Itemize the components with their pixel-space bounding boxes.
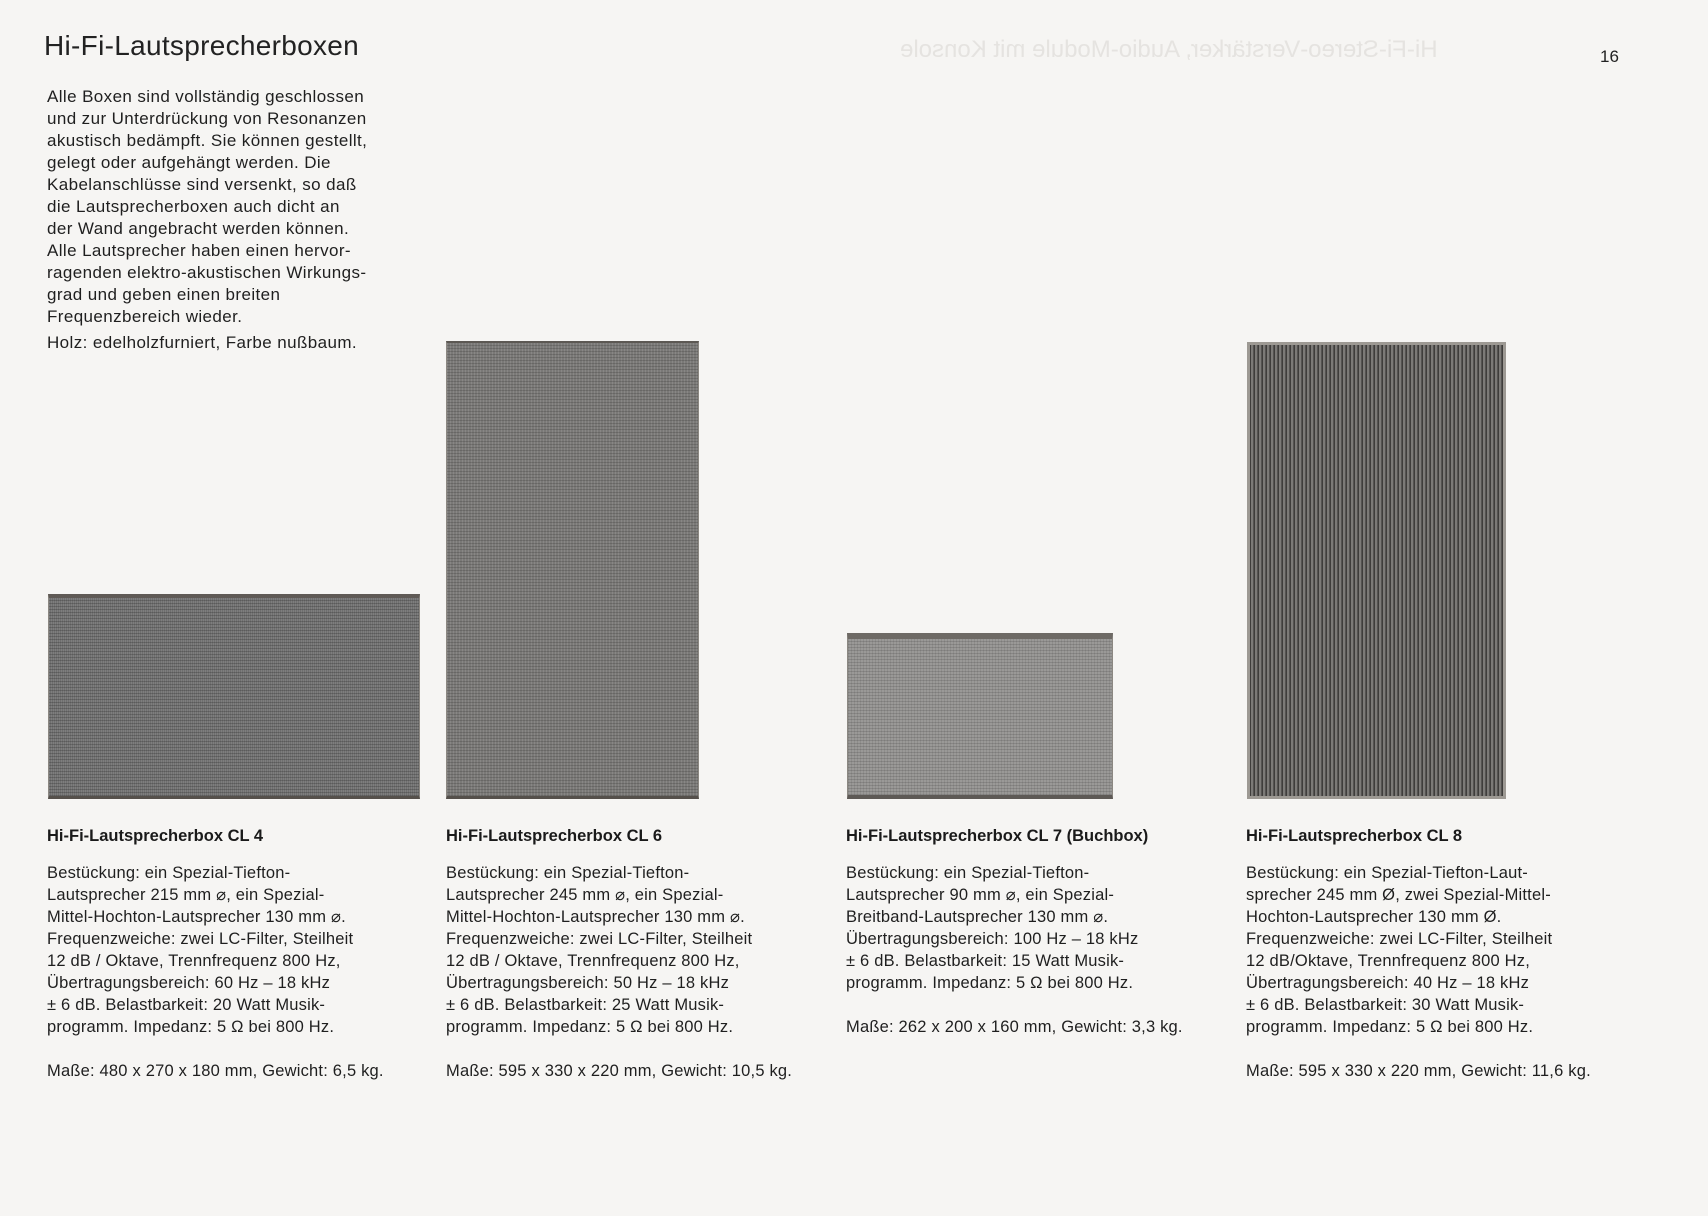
product-heading: Hi-Fi-Lautsprecherbox CL 8 [1246, 827, 1463, 845]
product-dimensions: Maße: 480 x 270 x 180 mm, Gewicht: 6,5 kg. [47, 1062, 384, 1080]
product-cl4 [47, 826, 427, 1082]
speaker-photo-cl8 [1247, 342, 1506, 799]
product-heading: Hi-Fi-Lautsprecherbox CL 7 (Buchbox) [846, 827, 1149, 845]
speaker-grille [447, 343, 698, 796]
speaker-grille [1250, 345, 1503, 796]
speaker-photo-cl4 [48, 594, 420, 799]
product-dimensions: Maße: 595 x 330 x 220 mm, Gewicht: 10,5 kg. [446, 1062, 793, 1080]
product-dimensions: Maße: 595 x 330 x 220 mm, Gewicht: 11,6 kg. [1246, 1062, 1591, 1080]
page-number: 16 [1600, 47, 1619, 66]
product-spec: Bestückung: ein Spezial-Tiefton- Lautsprecher 215 mm ⌀, ein Spezial- Mittel-Hochton-Lautsprecher 130 mm ⌀. Frequenzweiche: zwei LC-Filter, Steilheit 12 dB / Oktave, Trennfrequenz 800 Hz, Übertragungsbereich: 60 Hz – 18 kHz ± 6 dB. Belastbarkeit: 20 Watt Musik- programm. Impedanz: 5 Ω bei 800 Hz. [47, 864, 354, 1036]
product-cl7 [846, 826, 1226, 1038]
product-heading: Hi-Fi-Lautsprecherbox CL 4 [47, 827, 264, 845]
intro-text-block [47, 86, 437, 354]
wood-finish-note: Holz: edelholzfurniert, Farbe nußbaum. [47, 333, 358, 352]
intro-paragraph: Alle Boxen sind vollständig geschlossen und zur Unterdrückung von Resonanzen akustisch bedämpft. Sie können gestellt, gelegt oder aufgehängt werden. Die Kabelanschlüsse sind versenkt, so daß die Lautsprecherboxen auch dicht an der Wand angebracht werden können. Alle Lautsprecher haben einen hervor- ragenden elektro-akustischen Wirkungs- grad und geben einen breiten Frequenzbereich wieder. [47, 87, 368, 326]
speaker-grille [49, 598, 419, 796]
product-spec: Bestückung: ein Spezial-Tiefton- Lautsprecher 245 mm ⌀, ein Spezial- Mittel-Hochton-Lautsprecher 130 mm ⌀. Frequenzweiche: zwei LC-Filter, Steilheit 12 dB / Oktave, Trennfrequenz 800 Hz, Übertragungsbereich: 50 Hz – 18 kHz ± 6 dB. Belastbarkeit: 25 Watt Musik- programm. Impedanz: 5 Ω bei 800 Hz. [446, 864, 753, 1036]
product-cl8 [1246, 826, 1626, 1082]
speaker-photo-cl7 [847, 633, 1113, 799]
speaker-grille [848, 639, 1112, 795]
product-spec: Bestückung: ein Spezial-Tiefton-Laut- sprecher 245 mm Ø, zwei Spezial-Mittel- Hochton-Lautsprecher 130 mm Ø. Frequenzweiche: zwei LC-Filter, Steilheit 12 dB/Oktave, Trennfrequenz 800 Hz, Übertragungsbereich: 40 Hz – 18 kHz ± 6 dB. Belastbarkeit: 30 Watt Musik- programm. Impedanz: 5 Ω bei 800 Hz. [1246, 864, 1553, 1036]
show-through-text: Hi-Fi-Stereo-Verstärker, Audio-Module mit Konsole [900, 36, 1438, 63]
product-dimensions: Maße: 262 x 200 x 160 mm, Gewicht: 3,3 kg. [846, 1018, 1183, 1036]
product-cl6 [446, 826, 826, 1082]
page-title: Hi-Fi-Lautsprecherboxen [44, 30, 360, 61]
product-heading: Hi-Fi-Lautsprecherbox CL 6 [446, 827, 663, 845]
product-spec: Bestückung: ein Spezial-Tiefton- Lautsprecher 90 mm ⌀, ein Spezial- Breitband-Lautsprecher 130 mm ⌀. Übertragungsbereich: 100 Hz – 18 kHz ± 6 dB. Belastbarkeit: 15 Watt Musik- programm. Impedanz: 5 Ω bei 800 Hz. [846, 864, 1139, 992]
speaker-photo-cl6 [446, 341, 699, 799]
